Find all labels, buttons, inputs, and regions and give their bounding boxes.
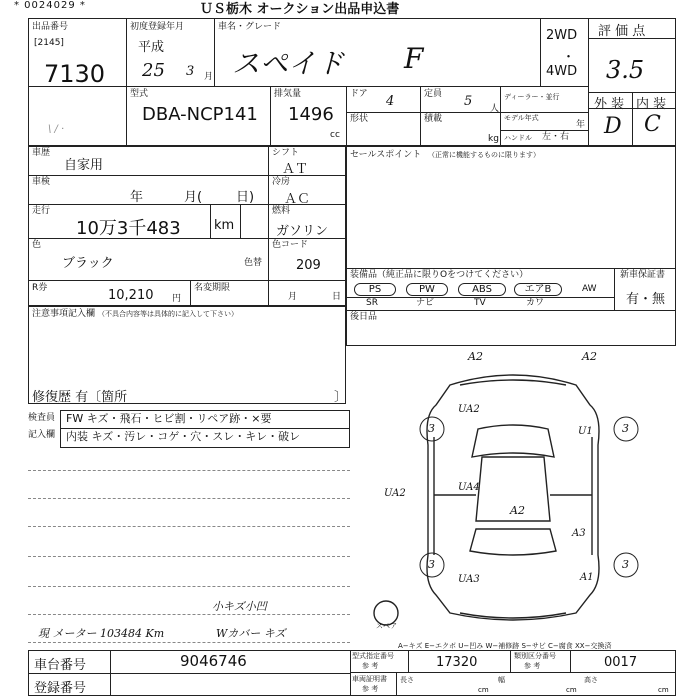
shift-value: ＡＴ bbox=[282, 162, 309, 177]
evaluation-label: 評 価 点 bbox=[598, 24, 646, 39]
registration-era: 平成 bbox=[138, 40, 165, 55]
fuel-value: ガソリン bbox=[276, 224, 329, 239]
drive-4wd: 4WD bbox=[546, 64, 578, 79]
load-unit: kg bbox=[488, 134, 499, 144]
chassis-value: 9046746 bbox=[180, 652, 247, 670]
equipment-label: 装備品（純正品に限りOをつけてください） bbox=[350, 270, 529, 280]
windshield bbox=[472, 425, 554, 457]
displacement-unit: cc bbox=[330, 130, 340, 140]
dims-sub: 参 考 bbox=[362, 685, 379, 693]
chassis-label: 車台番号 bbox=[34, 658, 87, 673]
repair-close: 〕 bbox=[334, 390, 348, 405]
lot-code: [2145] bbox=[34, 38, 64, 48]
expiry-month: 月 bbox=[288, 292, 298, 302]
dims-height-unit: cm bbox=[658, 686, 669, 694]
displacement-value: 1496 bbox=[288, 104, 334, 125]
rear-window bbox=[470, 529, 556, 555]
inspection-label: 車検 bbox=[32, 177, 51, 187]
dealer-label: ディーラー・並行 bbox=[504, 93, 560, 101]
mark-3-front-left: 3 bbox=[428, 422, 435, 435]
equip-ps: PS bbox=[354, 283, 396, 296]
mileage-unit: km bbox=[214, 218, 235, 233]
handwritten-mark: \ / · bbox=[48, 124, 65, 135]
recycle-label: R券 bbox=[32, 283, 48, 293]
sales-label: セールスポイント bbox=[350, 150, 422, 160]
inspection-year: 年 bbox=[130, 190, 144, 205]
category-value: 17320 bbox=[436, 655, 478, 670]
mark-3-rear-right: 3 bbox=[622, 558, 629, 571]
dims-width: 幅 bbox=[498, 676, 505, 684]
lot-number: 7130 bbox=[44, 60, 106, 88]
evaluation-score: 3.5 bbox=[606, 56, 645, 84]
class-label: 類別区分番号 bbox=[514, 652, 556, 660]
shape-label: 形状 bbox=[350, 114, 369, 124]
ext-grade: D bbox=[604, 114, 622, 139]
new-warranty-value: 有・無 bbox=[626, 292, 666, 307]
dims-length-unit: cm bbox=[478, 686, 489, 694]
equip-sr: SR bbox=[366, 298, 378, 308]
inspector-row2: 内装 キズ・汚レ・コゲ・穴・スレ・キレ・破レ bbox=[66, 430, 301, 443]
equip-airbag: エアB bbox=[514, 283, 562, 296]
inspector-row1: FW キズ・飛石・ヒビ割・リペア跡・×要 bbox=[66, 412, 272, 425]
fuel-label: 燃料 bbox=[272, 206, 291, 216]
color-change: 色替 bbox=[244, 258, 263, 268]
inspection-day: 日) bbox=[236, 190, 255, 205]
ac-value: ＡＣ bbox=[284, 192, 311, 207]
registration-month: 3 bbox=[186, 64, 195, 79]
category-label: 型式指定番号 bbox=[352, 652, 394, 660]
mark-ua3: UA3 bbox=[458, 574, 480, 585]
middle-right-grid bbox=[346, 146, 676, 346]
door-label: ドア bbox=[350, 89, 368, 99]
registration-month-unit: 月 bbox=[204, 72, 214, 82]
capacity-value: 5 bbox=[464, 94, 473, 109]
ac-label: 冷房 bbox=[272, 177, 291, 187]
equip-leather: カワ bbox=[526, 298, 545, 308]
spare-label: スペア bbox=[376, 622, 397, 630]
recycle-value: 10,210 bbox=[108, 288, 154, 303]
class-value: 0017 bbox=[604, 655, 638, 670]
sales-note: （正常に機能するものに限ります） bbox=[428, 151, 540, 159]
reg-no-label: 登録番号 bbox=[34, 681, 87, 696]
mark-3-rear-left: 3 bbox=[428, 558, 435, 571]
expiry-label: 名変期限 bbox=[194, 283, 231, 293]
usage-value: 自家用 bbox=[64, 158, 104, 173]
mileage-label: 走行 bbox=[32, 206, 51, 216]
int-label: 内 装 bbox=[636, 97, 667, 112]
handwritten-mileage: 現 メーター 103484 Km bbox=[38, 627, 165, 640]
lot-label: 出品番号 bbox=[32, 22, 69, 32]
color-label: 色 bbox=[32, 240, 42, 250]
mark-ua4: UA4 bbox=[458, 482, 480, 493]
mark-ua2-left-front: UA2 bbox=[458, 404, 480, 415]
retrofit-label: 後日品 bbox=[350, 312, 378, 322]
handle-label: ハンドル bbox=[504, 134, 532, 142]
drive-2wd: 2WD bbox=[546, 28, 578, 43]
color-value: ブラック bbox=[62, 256, 114, 271]
dims-length: 長さ bbox=[400, 676, 414, 684]
color-code-value: 209 bbox=[296, 258, 321, 273]
int-grade: C bbox=[644, 112, 661, 137]
handwritten-wiper: Wカバー キズ bbox=[216, 627, 286, 640]
mark-a2-roof: A2 bbox=[510, 504, 525, 517]
capacity-unit: 人 bbox=[490, 104, 500, 114]
dims-label: 車両証明書 bbox=[352, 675, 387, 683]
inspection-month: 月( bbox=[184, 190, 203, 205]
equip-pw: PW bbox=[406, 283, 448, 296]
damage-legend: A−キズ E−エクボ U−凹み W−補修跡 S−サビ C−腐食 XX−交換済 bbox=[398, 642, 612, 650]
car-name: スペイド bbox=[232, 47, 345, 80]
class-sub: 参 考 bbox=[524, 662, 541, 670]
mark-ua2-left-side: UA2 bbox=[384, 488, 406, 499]
new-warranty-label: 新車保証書 bbox=[620, 270, 666, 280]
notes-label: 注意事項記入欄 bbox=[32, 309, 96, 319]
form-title: ＵＳ栃木 オークション出品申込書 bbox=[200, 2, 400, 17]
front-bumper bbox=[460, 380, 566, 385]
car-name-label: 車名・グレード bbox=[218, 22, 282, 32]
mark-a1: A1 bbox=[580, 572, 594, 583]
handle-value: 左・右 bbox=[542, 132, 570, 142]
inspector-label-1: 検査員 bbox=[28, 413, 56, 423]
notes-sub: （不具合内容等は具体的に記入して下さい） bbox=[98, 310, 238, 318]
registration-label: 初度登録年月 bbox=[130, 22, 185, 32]
model-label: 型式 bbox=[130, 89, 149, 99]
inspector-label-2: 記入欄 bbox=[28, 430, 56, 440]
equip-navi: ナビ bbox=[416, 298, 435, 308]
mark-3-front-right: 3 bbox=[622, 422, 629, 435]
barcode-number: * 0024029 * bbox=[14, 0, 86, 11]
dims-height: 高さ bbox=[584, 676, 598, 684]
mark-a3: A3 bbox=[572, 528, 586, 539]
displacement-label: 排気量 bbox=[274, 89, 302, 99]
drive-dot: ・ bbox=[562, 50, 576, 65]
equip-abs: ABS bbox=[458, 283, 506, 296]
handwritten-note-1: 小キズ小凹 bbox=[212, 600, 267, 613]
mark-a2-front-left: A2 bbox=[468, 350, 483, 363]
equip-aw: AW bbox=[582, 284, 597, 294]
registration-year: 25 bbox=[142, 60, 165, 81]
modelyear-unit: 年 bbox=[576, 120, 586, 130]
mark-u1-right: U1 bbox=[578, 426, 593, 437]
car-body-outline bbox=[427, 375, 599, 620]
color-code-label: 色コード bbox=[272, 240, 309, 250]
category-sub: 参 考 bbox=[362, 662, 379, 670]
door-value: 4 bbox=[386, 94, 395, 109]
mark-a2-front-right: A2 bbox=[582, 350, 597, 363]
modelyear-label: モデル年式 bbox=[504, 114, 539, 122]
repair-history: 修復歴 有〔箇所 bbox=[32, 390, 128, 405]
expiry-day: 日 bbox=[332, 292, 342, 302]
usage-label: 車歴 bbox=[32, 148, 51, 158]
recycle-unit: 円 bbox=[172, 294, 182, 304]
shift-label: シフト bbox=[272, 148, 300, 158]
model-value: DBA-NCP141 bbox=[142, 104, 258, 125]
car-grade: F bbox=[404, 42, 424, 75]
load-label: 積載 bbox=[424, 114, 443, 124]
equip-tv: TV bbox=[474, 298, 486, 308]
ext-label: 外 装 bbox=[594, 97, 625, 112]
mileage-value: 10万3千483 bbox=[76, 218, 181, 239]
capacity-label: 定員 bbox=[424, 89, 443, 99]
dims-width-unit: cm bbox=[566, 686, 577, 694]
